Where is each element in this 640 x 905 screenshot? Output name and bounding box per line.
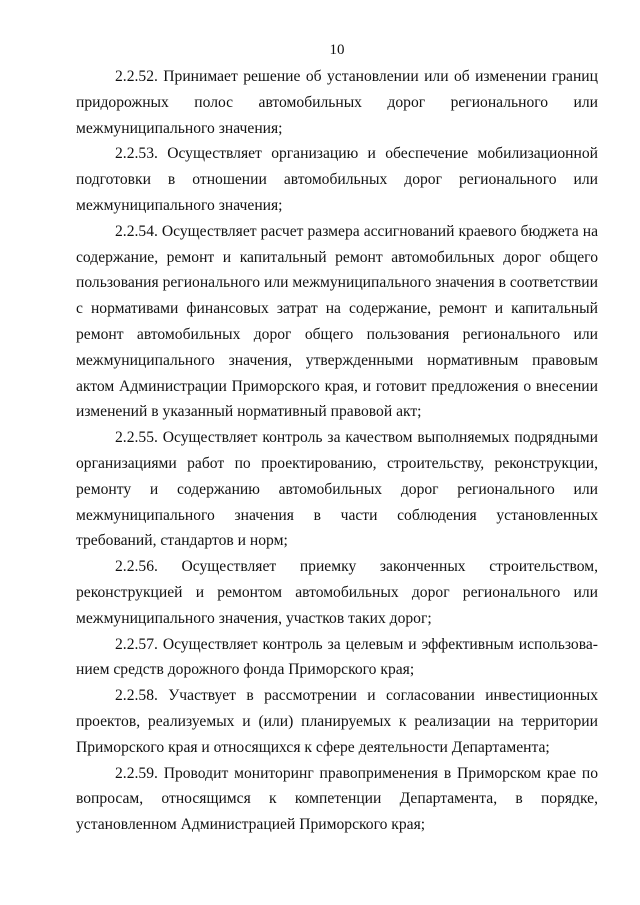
paragraph-2-2-53: 2.2.53. Осуществляет организацию и обеспечение мобилизационной подготовки в отношении автомобильных дорог регионального или межмуниципального значения; bbox=[76, 145, 598, 214]
document-body bbox=[76, 64, 598, 838]
paragraph-2-2-52: 2.2.52. Принимает решение об установлении или об изменении границ придорожных полос автомобильных дорог регионального или межмуниципального значения; bbox=[76, 68, 598, 137]
paragraph-2-2-55: 2.2.55. Осуществляет контроль за качеством выполняемых подрядными организациями работ по проектированию, строительству, реконструкции, ремонту и содержанию автомобильных дорог регионального или межмуниципального значения в части соблюдения установленных требований, стандартов и норм; bbox=[76, 429, 598, 550]
page-number: 10 bbox=[329, 42, 345, 58]
paragraph-2-2-57: 2.2.57. Осуществляет контроль за целевым и эффективным использованием средств дорожного фонда Приморского края; bbox=[76, 635, 598, 679]
paragraph-2-2-59: 2.2.59. Проводит мониторинг правоприменения в Приморском крае по вопросам, относящимся к компетенции Департамента, в порядке, установленном Администрацией Приморского края; bbox=[76, 764, 598, 834]
paragraph-2-2-56: 2.2.56. Осуществляет приемку законченных строительством, реконструкцией и ремонтом автомобильных дорог регионального или межмуниципального значения, участков таких дорог; bbox=[76, 558, 598, 627]
paragraph-2-2-58: 2.2.58. Участвует в рассмотрении и согласовании инвестиционных проектов, реализуемых и (или) планируемых к реализации на территории Приморского края и относящихся к сфере деятельности Департамента; bbox=[76, 687, 598, 756]
paragraph-2-2-54: 2.2.54. Осуществляет расчет размера ассигнований краевого бюджета на содержание, ремонт и капитальный ремонт автомобильных дорог общего пользования регионального или межмуниципального значения в соответствии с нормативами финансовых затрат на содержание, ремонт и капитальный ремонт автомобильных дорог общего пользования регионального или межмуниципального значения, утвержденными нормативным правовым актом Администрации Приморского края, и готовит предложения о внесении изменений в указанный нормативный правовой акт; bbox=[76, 222, 598, 421]
